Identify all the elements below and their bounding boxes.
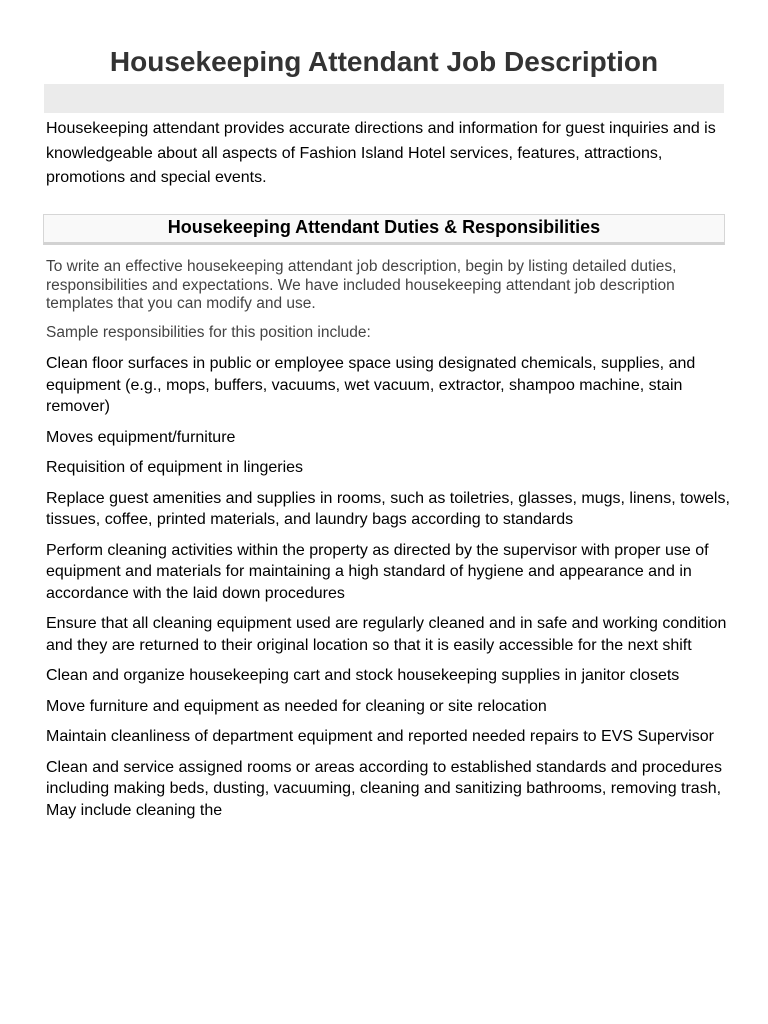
- list-item: Clean and organize housekeeping cart and stock housekeeping supplies in janitor closets: [46, 667, 680, 684]
- list-item: Ensure that all cleaning equipment used are regularly cleaned and in safe and working condition and they are returned to their original location so that it is easily accessible for the next shift: [46, 615, 727, 654]
- duties-list: [46, 353, 736, 830]
- section-header: [43, 214, 725, 245]
- list-item: Perform cleaning activities within the property as directed by the supervisor with proper use of equipment and materials for maintaining a high standard of hygiene and appearance and in accordance with the laid down procedures: [46, 541, 709, 602]
- list-item: Clean floor surfaces in public or employee space using designated chemicals, supplies, and equipment (e.g., mops, buffers, vacuums, wet vacuum, extractor, shampoo machine, stain remover): [46, 355, 696, 415]
- sample-intro: Sample responsibilities for this position include:: [46, 324, 371, 341]
- section-title: Housekeeping Attendant Duties & Responsibilities: [167, 217, 601, 237]
- list-item: Replace guest amenities and supplies in rooms, such as toiletries, glasses, mugs, linens, towels, tissues, coffee, printed materials, and laundry bags according to standards: [46, 489, 730, 528]
- header-divider-band: [44, 84, 724, 113]
- list-item: Maintain cleanliness of department equipment and reported needed repairs to EVS Supervisor: [46, 728, 714, 745]
- lead-paragraph: To write an effective housekeeping attendant job description, begin by listing detailed duties, responsibilities and expectations. We have included housekeeping attendant job description templates that you can modify and use.: [46, 258, 677, 312]
- page-title: Housekeeping Attendant Job Description: [109, 46, 659, 77]
- list-item: Clean and service assigned rooms or areas according to established standards and procedures including making beds, dusting, vacuuming, cleaning and sanitizing bathrooms, removing trash, May include cleaning the: [46, 758, 722, 819]
- list-item: Requisition of equipment in lingeries: [46, 459, 304, 476]
- list-item: Moves equipment/furniture: [46, 428, 236, 446]
- list-item: Move furniture and equipment as needed for cleaning or site relocation: [46, 697, 547, 715]
- intro-paragraph: Housekeeping attendant provides accurate directions and information for guest inquiries and is knowledgeable about all aspects of Fashion Island Hotel services, features, attractions, promotions and special events.: [46, 120, 716, 186]
